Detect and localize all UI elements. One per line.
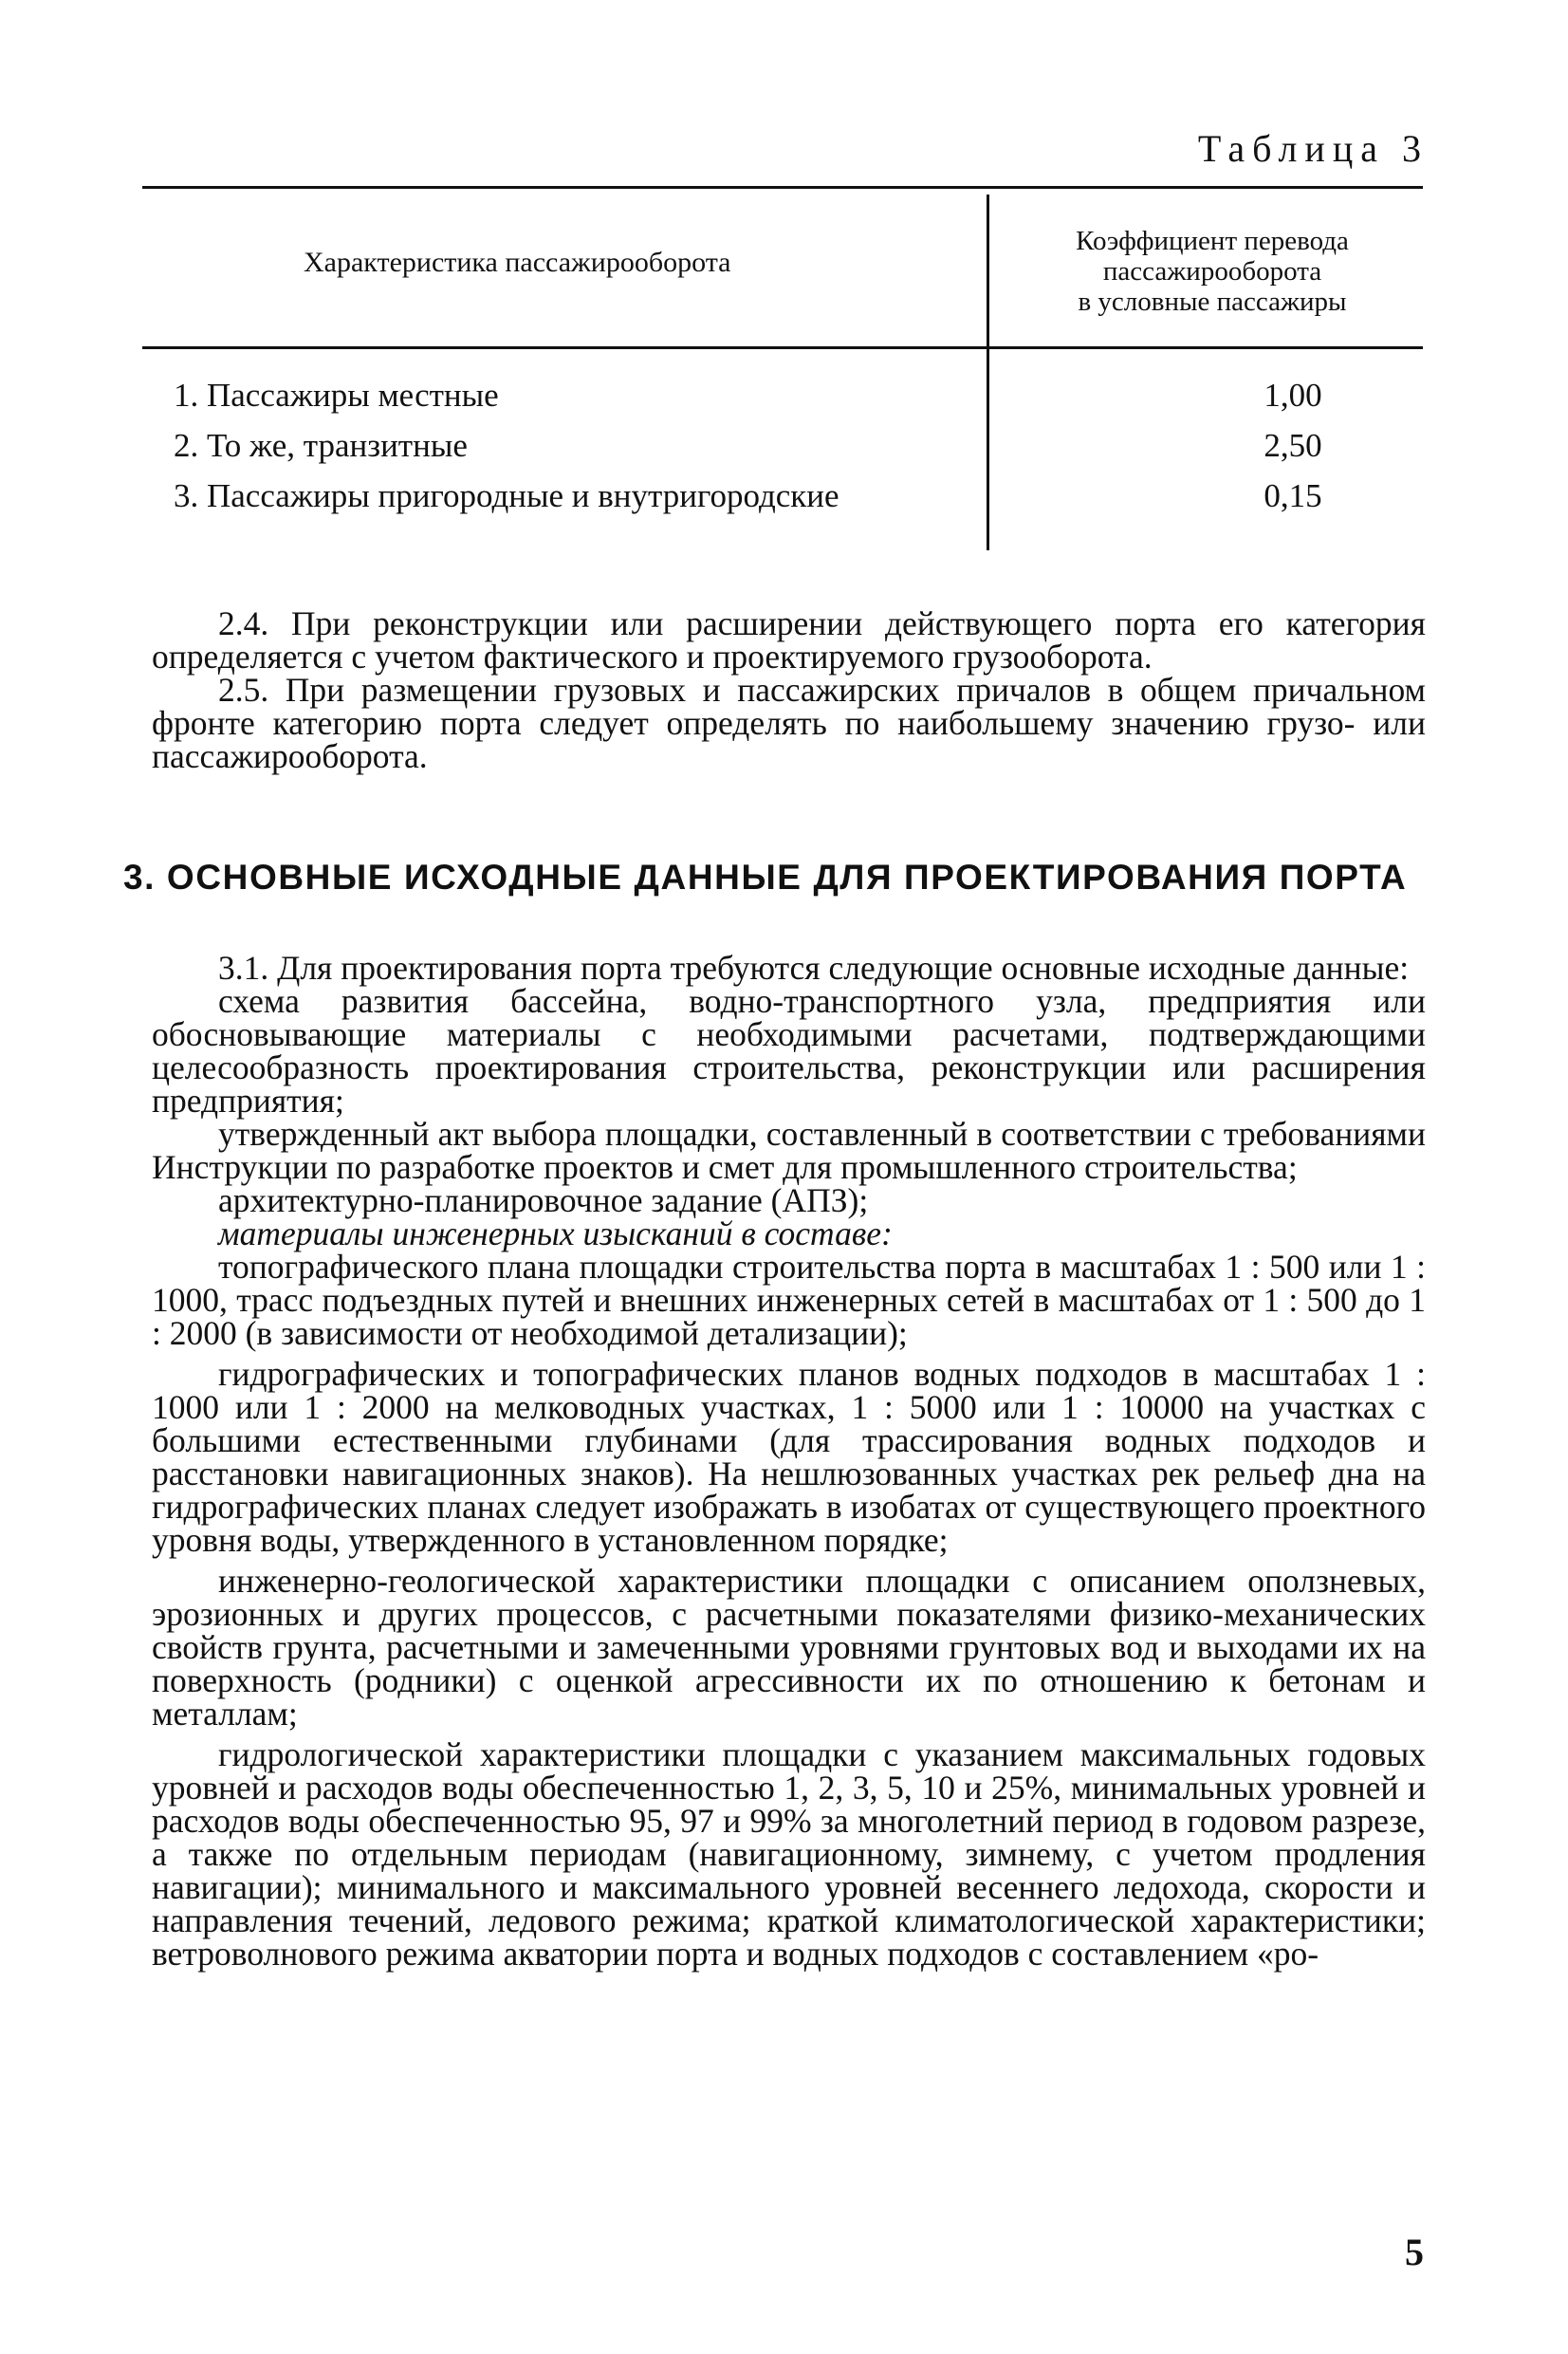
header-right-line: в условные пассажиры bbox=[1078, 287, 1347, 317]
list-item-topographic: топографического плана площадки строительства порта в масштабах 1 : 500 или 1 : 1000, трасс подъездных путей и внешних инженерных сетей в масштабах от 1 : 500 до 1 : 2000 (в зависимости от необходимой детализации); bbox=[152, 1248, 1426, 1352]
page-number: 5 bbox=[1405, 2231, 1424, 2273]
list-item-apz: архитектурно-планировочное задание (АПЗ); bbox=[218, 1181, 869, 1219]
list-item-hydrographic: гидрографических и топографических планов водных подходов в масштабах 1 : 1000 или 1 : 2000 на мелководных участках, 1 : 5000 или 1 : 10000 на участках с большими естественными глубинами (для трассирования водных подходов и расстановки навигационных знаков). На нешлюзованных участках рек рельеф дна на гидрографических планах следует изображать в изобатах от существующего проектного уровня воды, утвержденного в установленном порядке; bbox=[152, 1355, 1426, 1559]
table-row bbox=[174, 477, 1445, 528]
list-item-geological: инженерно-геологической характеристики площадки с описанием оползневых, эрозионных и других процессов, с расчетными показателями физико-механических свойств грунта, расчетными и замеченными уровнями грунтовых вод и выходами их на поверхность (родники) с оценкой агрессивности их по отношению к бетонам и металлам; bbox=[152, 1562, 1426, 1733]
paragraph-2-4: 2.4. При реконструкции или расширении действующего порта его категория определяется с учетом фактического и проектируемого грузооборота. bbox=[152, 604, 1426, 676]
table-row bbox=[174, 427, 1445, 477]
list-item-site-act: утвержденный акт выбора площадки, составленный в соответствии с требованиями Инструкции по разработке проектов и смет для промышленного строительства; bbox=[152, 1115, 1426, 1186]
list-item-scheme: схема развития бассейна, водно-транспортного узла, предприятия или обосновывающие материалы с необходимыми расчетами, подтверждающими целесообразность проектирования строительства, реконструкции или расширения предприятия; bbox=[152, 982, 1426, 1120]
row-label: 1. Пассажиры местные bbox=[174, 377, 499, 414]
paragraphs-section-3 bbox=[152, 949, 1426, 1973]
paragraph-2-5: 2.5. При размещении грузовых и пассажирских причалов в общем причальном фронте категорию порта следует определять по наибольшему значению грузо- или пассажирооборота. bbox=[152, 671, 1426, 775]
table-top-rule bbox=[142, 186, 1423, 189]
row-value: 1,00 bbox=[1264, 377, 1322, 414]
table-column-divider-header bbox=[987, 195, 989, 346]
table-header-left: Характеристика пассажирооборота bbox=[304, 247, 731, 278]
header-right-line: Коэффициент перевода bbox=[1076, 226, 1349, 256]
list-item-surveys: материалы инженерных изысканий в составе: bbox=[218, 1214, 893, 1252]
table-body bbox=[174, 377, 1445, 528]
row-label: 2. То же, транзитные bbox=[174, 427, 468, 464]
row-value: 0,15 bbox=[1264, 477, 1322, 514]
table-caption: Таблица 3 bbox=[1197, 127, 1429, 170]
paragraphs-section-2 bbox=[152, 604, 1426, 775]
list-item-hydrological: гидрологической характеристики площадки с указанием максимальных годовых уровней и расходов воды обеспеченностью 1, 2, 3, 5, 10 и 25%, минимальных уровней и расходов воды обеспеченностью 95, 97 и 99% за многолетний период в годовом разрезе, а также по отдельным периодам (навигационному, зимнему, с учетом продления навигации); минимального и максимального уровней весеннего ледохода, скорости и направления течений, ледового режима; краткой климатологической характеристики; ветроволнового режима акватории порта и водных подходов с составлением «ро- bbox=[152, 1735, 1426, 1973]
table-header-right bbox=[1004, 226, 1421, 317]
table-row bbox=[174, 377, 1445, 427]
paragraph-3-1: 3.1. Для проектирования порта требуются следующие основные исходные данные: bbox=[218, 949, 1410, 987]
section-heading: 3. ОСНОВНЫЕ ИСХОДНЫЕ ДАННЫЕ ДЛЯ ПРОЕКТИРОВАНИЯ ПОРТА bbox=[123, 858, 1408, 897]
table-header-rule bbox=[142, 346, 1423, 349]
row-value: 2,50 bbox=[1264, 427, 1322, 464]
header-right-line: пассажирооборота bbox=[1102, 256, 1322, 287]
row-label: 3. Пассажиры пригородные и внутригородские bbox=[174, 477, 839, 514]
